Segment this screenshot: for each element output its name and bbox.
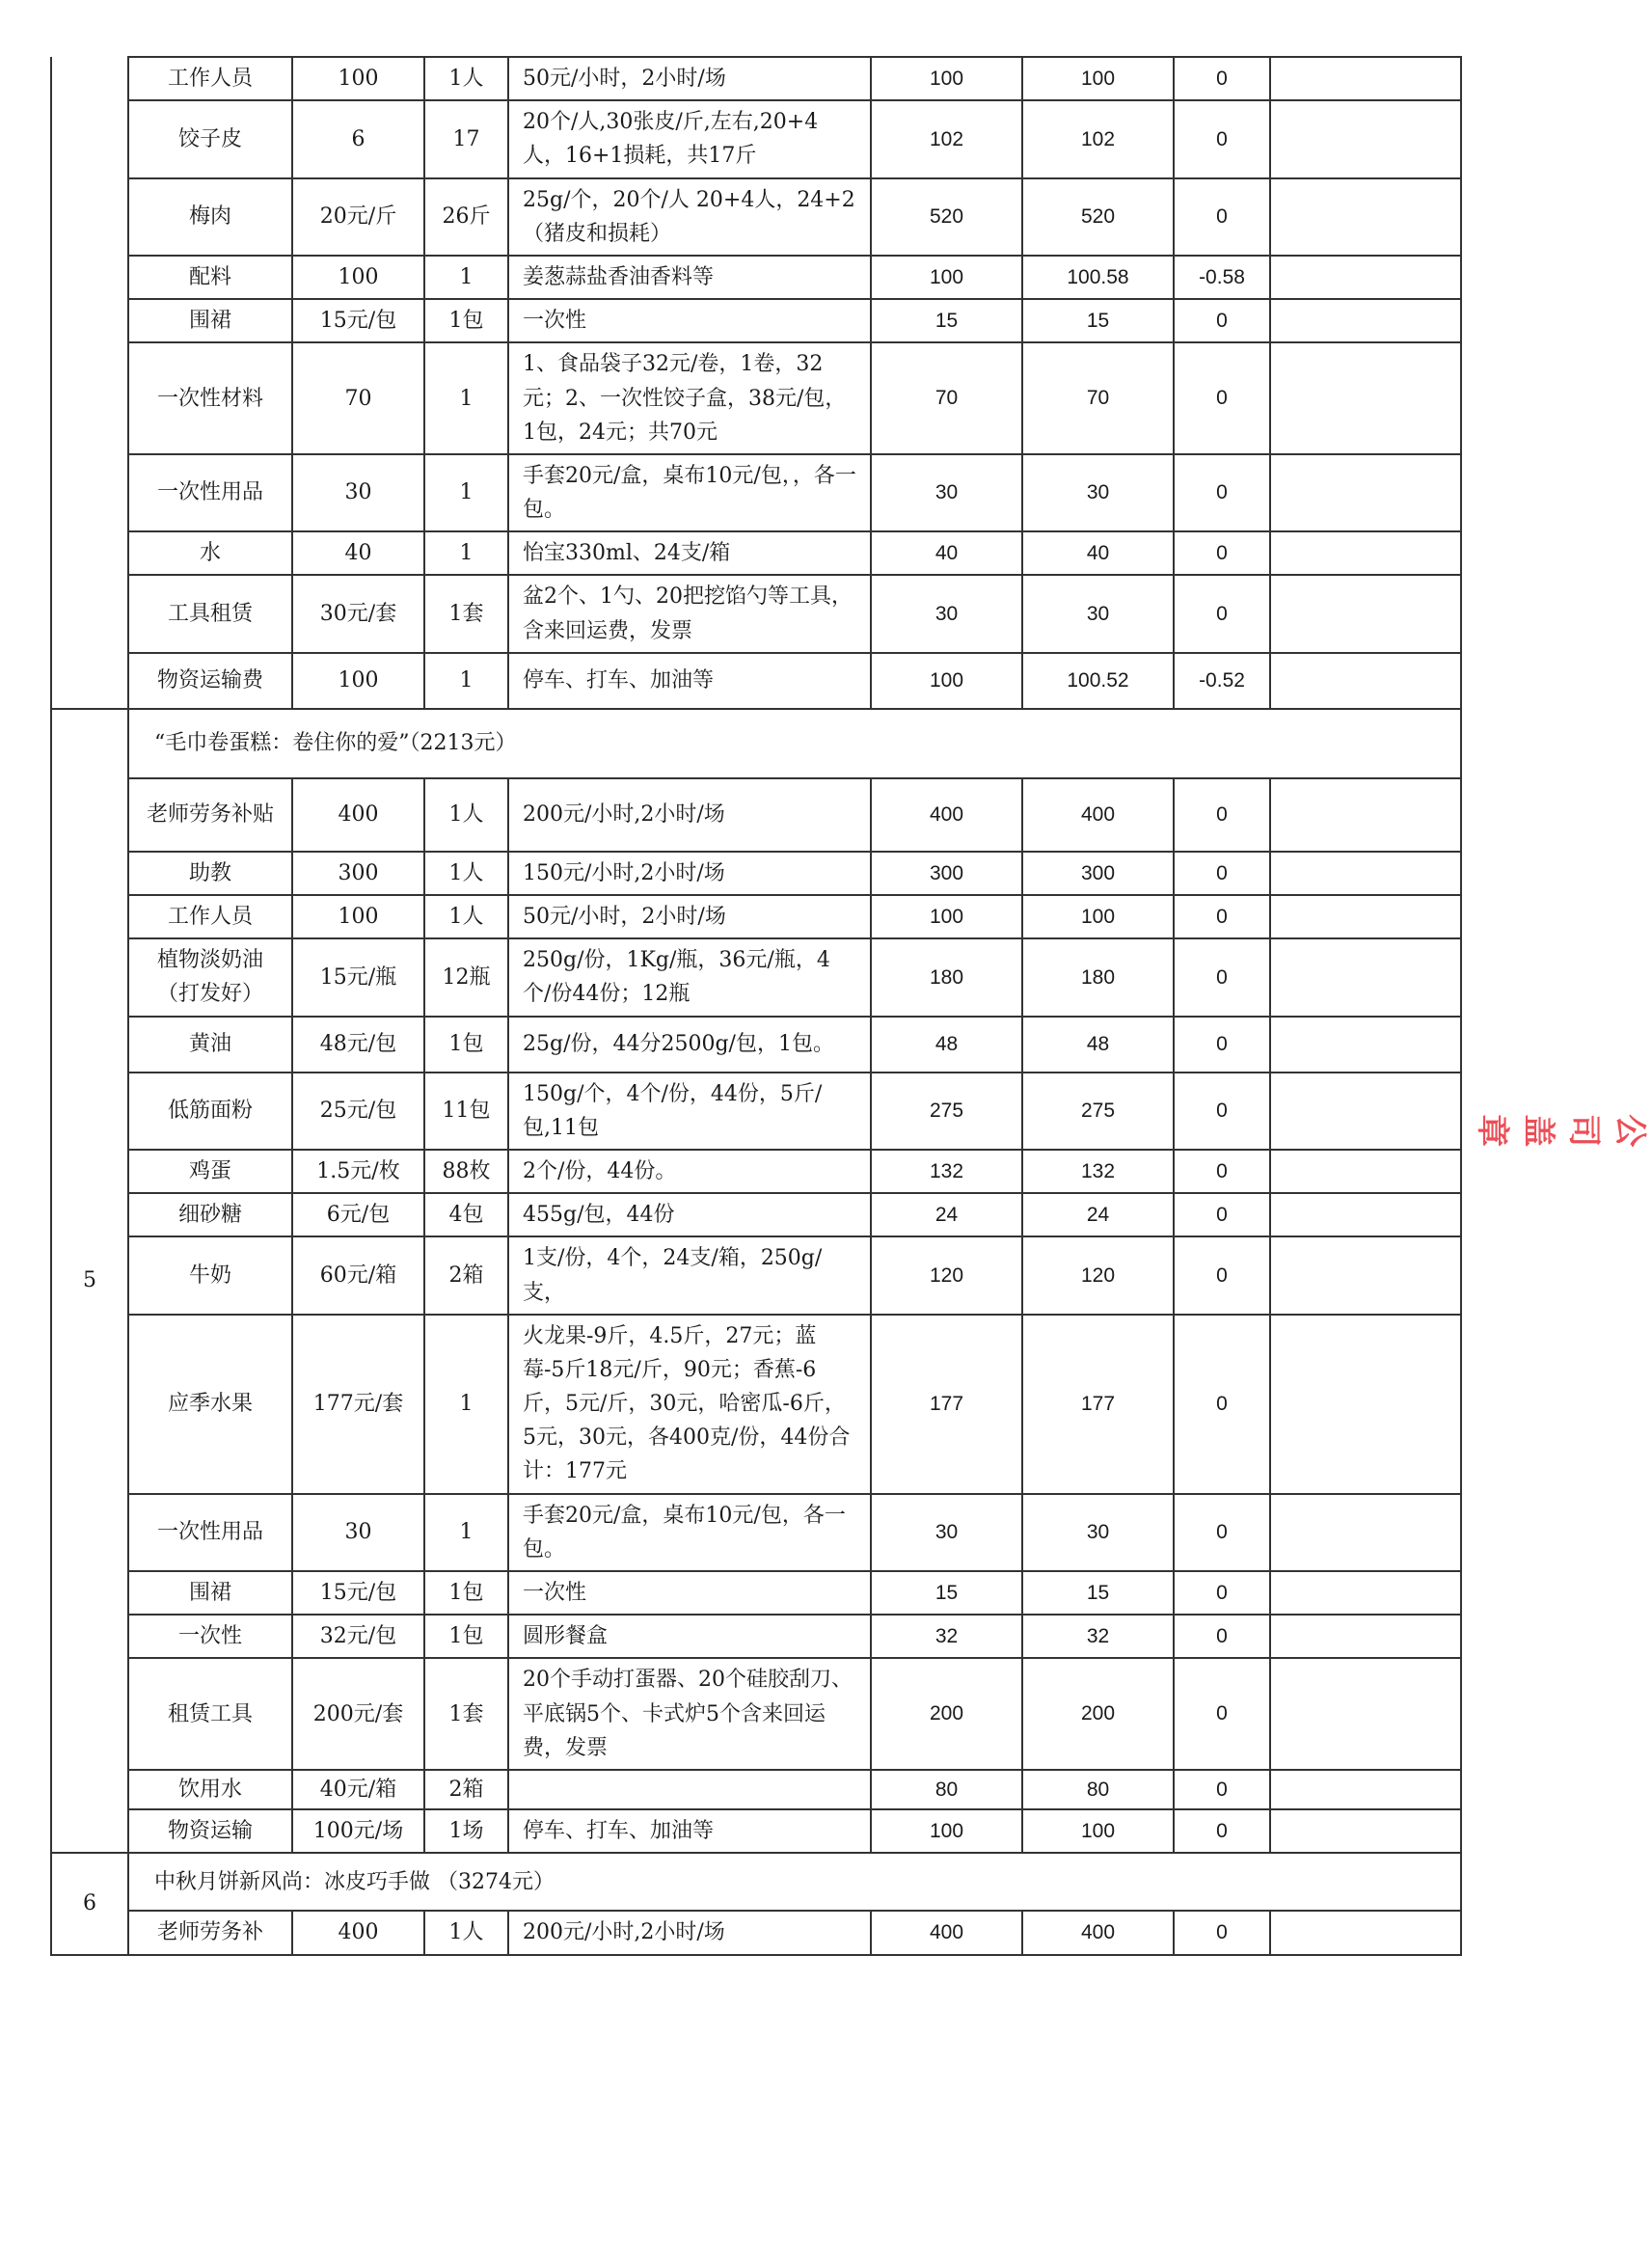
difference: 0 [1174,575,1270,652]
actual-amount: 15 [1022,1571,1174,1615]
budget-amount: 300 [871,852,1022,895]
remark [1270,852,1461,895]
table-row [51,1571,1461,1615]
unit-price: 6 [292,100,424,177]
remark [1270,1911,1461,1954]
table-row [51,895,1461,938]
difference: 0 [1174,1315,1270,1494]
unit-price: 100 [292,895,424,938]
quantity: 1 [424,531,508,575]
remark [1270,454,1461,531]
actual-amount: 120 [1022,1236,1174,1314]
item-name: 植物淡奶油（打发好） [128,938,292,1016]
unit-price: 15元/瓶 [292,938,424,1016]
remark [1270,1571,1461,1615]
unit-price: 100 [292,256,424,299]
description: 怡宝330ml、24支/箱 [508,531,871,575]
difference: 0 [1174,895,1270,938]
difference: -0.52 [1174,653,1270,709]
quantity: 1套 [424,1658,508,1770]
table-row [51,1150,1461,1193]
actual-amount: 80 [1022,1770,1174,1809]
quantity: 26斤 [424,178,508,256]
quantity: 2箱 [424,1236,508,1314]
actual-amount: 40 [1022,531,1174,575]
item-name: 一次性用品 [128,1494,292,1571]
actual-amount: 24 [1022,1193,1174,1236]
budget-amount: 70 [871,342,1022,454]
unit-price: 40元/箱 [292,1770,424,1809]
description: 1支/份，4个，24支/箱，250g/支， [508,1236,871,1314]
quantity: 88枚 [424,1150,508,1193]
table-row [51,1193,1461,1236]
description: 20个/人,30张皮/斤,左右,20+4人，16+1损耗，共17斤 [508,100,871,177]
unit-price: 40 [292,531,424,575]
table-row [51,1911,1461,1954]
remark [1270,1494,1461,1571]
table-row [51,1494,1461,1571]
difference: 0 [1174,178,1270,256]
budget-amount: 100 [871,256,1022,299]
table-row [51,299,1461,342]
item-name: 饮用水 [128,1770,292,1809]
unit-price: 30 [292,1494,424,1571]
quantity: 11包 [424,1073,508,1150]
description: 停车、打车、加油等 [508,1809,871,1853]
remark [1270,895,1461,938]
item-name: 饺子皮 [128,100,292,177]
quantity: 1人 [424,778,508,852]
actual-amount: 177 [1022,1315,1174,1494]
budget-amount: 100 [871,895,1022,938]
difference: 0 [1174,1809,1270,1853]
budget-table [50,56,1462,1956]
budget-amount: 520 [871,178,1022,256]
description: 手套20元/盒，桌布10元/包，各一包。 [508,1494,871,1571]
remark [1270,1150,1461,1193]
unit-price: 70 [292,342,424,454]
table-row [51,575,1461,652]
quantity: 1包 [424,299,508,342]
budget-amount: 200 [871,1658,1022,1770]
description: 200元/小时,2小时/场 [508,778,871,852]
table-row [51,342,1461,454]
remark [1270,575,1461,652]
unit-price: 48元/包 [292,1017,424,1073]
table-row [51,938,1461,1016]
table-row [51,852,1461,895]
difference: 0 [1174,778,1270,852]
table-row [51,1315,1461,1494]
unit-price: 1.5元/枚 [292,1150,424,1193]
description: 50元/小时，2小时/场 [508,57,871,100]
quantity: 1包 [424,1571,508,1615]
section-header-row [51,1853,1461,1911]
section-title: 中秋月饼新风尚：冰皮巧手做 （3274元） [128,1853,1461,1911]
actual-amount: 200 [1022,1658,1174,1770]
item-name: 细砂糖 [128,1193,292,1236]
item-name: 工具租赁 [128,575,292,652]
unit-price: 15元/包 [292,299,424,342]
difference: 0 [1174,852,1270,895]
table-row [51,1236,1461,1314]
unit-price: 25元/包 [292,1073,424,1150]
index-cell [51,57,128,709]
unit-price: 200元/套 [292,1658,424,1770]
item-name: 物资运输费 [128,653,292,709]
remark [1270,1658,1461,1770]
remark [1270,778,1461,852]
difference: 0 [1174,1073,1270,1150]
quantity: 1 [424,1315,508,1494]
actual-amount: 100 [1022,1809,1174,1853]
actual-amount: 400 [1022,1911,1174,1954]
unit-price: 30元/套 [292,575,424,652]
budget-amount: 100 [871,1809,1022,1853]
item-name: 工作人员 [128,895,292,938]
item-name: 围裙 [128,299,292,342]
description: 150g/个，4个/份，44份，5斤/包,11包 [508,1073,871,1150]
unit-price: 15元/包 [292,1571,424,1615]
difference: 0 [1174,1911,1270,1954]
actual-amount: 100 [1022,895,1174,938]
description: 盆2个、1勺、20把挖馅勺等工具，含来回运费，发票 [508,575,871,652]
budget-amount: 100 [871,653,1022,709]
table-row [51,1017,1461,1073]
unit-price: 300 [292,852,424,895]
table-row [51,1770,1461,1809]
item-name: 牛奶 [128,1236,292,1314]
item-name: 老师劳务补贴 [128,778,292,852]
description: 250g/份，1Kg/瓶，36元/瓶，4个/份44份；12瓶 [508,938,871,1016]
quantity: 1人 [424,895,508,938]
unit-price: 32元/包 [292,1615,424,1658]
section-title: “毛巾卷蛋糕：卷住你的爱”（2213元） [128,709,1461,778]
remark [1270,100,1461,177]
table-row [51,1615,1461,1658]
unit-price: 100 [292,57,424,100]
actual-amount: 48 [1022,1017,1174,1073]
quantity: 1人 [424,852,508,895]
difference: 0 [1174,1236,1270,1314]
actual-amount: 100.58 [1022,256,1174,299]
description: 1、食品袋子32元/卷，1卷，32元；2、一次性饺子盒，38元/包，1包，24元；共70元 [508,342,871,454]
quantity: 1人 [424,1911,508,1954]
table-row [51,178,1461,256]
remark [1270,531,1461,575]
actual-amount: 15 [1022,299,1174,342]
actual-amount: 400 [1022,778,1174,852]
actual-amount: 70 [1022,342,1174,454]
difference: 0 [1174,100,1270,177]
description: 25g/个，20个/人 20+4人，24+2（猪皮和损耗） [508,178,871,256]
budget-amount: 102 [871,100,1022,177]
table-row [51,531,1461,575]
unit-price: 177元/套 [292,1315,424,1494]
budget-table-body [51,57,1461,1955]
budget-amount: 100 [871,57,1022,100]
item-name: 水 [128,531,292,575]
quantity: 1包 [424,1017,508,1073]
item-name: 围裙 [128,1571,292,1615]
quantity: 1 [424,342,508,454]
budget-amount: 30 [871,575,1022,652]
description: 圆形餐盒 [508,1615,871,1658]
remark [1270,299,1461,342]
remark [1270,653,1461,709]
description: 25g/份，44分2500g/包，1包。 [508,1017,871,1073]
remark [1270,1236,1461,1314]
budget-amount: 120 [871,1236,1022,1314]
table-row [51,1658,1461,1770]
quantity: 1 [424,653,508,709]
actual-amount: 132 [1022,1150,1174,1193]
quantity: 1场 [424,1809,508,1853]
item-name: 一次性 [128,1615,292,1658]
company-seal: 公司盖章 [1473,1114,1650,1148]
unit-price: 6元/包 [292,1193,424,1236]
actual-amount: 275 [1022,1073,1174,1150]
budget-amount: 132 [871,1150,1022,1193]
section-index: 6 [51,1853,128,1954]
table-row [51,57,1461,100]
difference: 0 [1174,1017,1270,1073]
table-row [51,653,1461,709]
item-name: 一次性材料 [128,342,292,454]
difference: 0 [1174,1494,1270,1571]
remark [1270,1315,1461,1494]
actual-amount: 520 [1022,178,1174,256]
quantity: 1包 [424,1615,508,1658]
table-row [51,1809,1461,1853]
difference: 0 [1174,57,1270,100]
difference: 0 [1174,1150,1270,1193]
quantity: 1套 [424,575,508,652]
description: 2个/份，44份。 [508,1150,871,1193]
quantity: 1 [424,1494,508,1571]
table-row [51,100,1461,177]
item-name: 助教 [128,852,292,895]
difference: 0 [1174,938,1270,1016]
quantity: 1人 [424,57,508,100]
remark [1270,57,1461,100]
item-name: 物资运输 [128,1809,292,1853]
difference: 0 [1174,1658,1270,1770]
budget-amount: 30 [871,454,1022,531]
actual-amount: 32 [1022,1615,1174,1658]
actual-amount: 30 [1022,454,1174,531]
quantity: 4包 [424,1193,508,1236]
description: 455g/包，44份 [508,1193,871,1236]
item-name: 工作人员 [128,57,292,100]
budget-amount: 24 [871,1193,1022,1236]
difference: 0 [1174,1615,1270,1658]
description: 火龙果-9斤，4.5斤，27元；蓝莓-5斤18元/斤，90元；香蕉-6斤，5元/斤，30元，哈密瓜-6斤，5元，30元，各400克/份，44份合计：177元 [508,1315,871,1494]
budget-amount: 32 [871,1615,1022,1658]
description: 一次性 [508,1571,871,1615]
quantity: 1 [424,256,508,299]
budget-amount: 400 [871,1911,1022,1954]
actual-amount: 100.52 [1022,653,1174,709]
budget-amount: 15 [871,299,1022,342]
table-row [51,454,1461,531]
remark [1270,1073,1461,1150]
unit-price: 60元/箱 [292,1236,424,1314]
remark [1270,1809,1461,1853]
budget-amount: 180 [871,938,1022,1016]
item-name: 鸡蛋 [128,1150,292,1193]
item-name: 应季水果 [128,1315,292,1494]
description: 停车、打车、加油等 [508,653,871,709]
actual-amount: 30 [1022,575,1174,652]
remark [1270,1770,1461,1809]
quantity: 1 [424,454,508,531]
item-name: 低筋面粉 [128,1073,292,1150]
remark [1270,342,1461,454]
unit-price: 100元/场 [292,1809,424,1853]
section-header-row [51,709,1461,778]
remark [1270,1615,1461,1658]
description: 一次性 [508,299,871,342]
budget-amount: 80 [871,1770,1022,1809]
budget-amount: 177 [871,1315,1022,1494]
quantity: 12瓶 [424,938,508,1016]
remark [1270,938,1461,1016]
actual-amount: 100 [1022,57,1174,100]
budget-amount: 48 [871,1017,1022,1073]
remark [1270,1017,1461,1073]
difference: 0 [1174,1770,1270,1809]
description: 20个手动打蛋器、20个硅胶刮刀、平底锅5个、卡式炉5个含来回运费，发票 [508,1658,871,1770]
quantity: 2箱 [424,1770,508,1809]
table-row [51,1073,1461,1150]
table-row [51,778,1461,852]
difference: 0 [1174,1571,1270,1615]
difference: 0 [1174,342,1270,454]
unit-price: 20元/斤 [292,178,424,256]
item-name: 配料 [128,256,292,299]
description: 手套20元/盒，桌布10元/包，，各一包。 [508,454,871,531]
description: 150元/小时,2小时/场 [508,852,871,895]
actual-amount: 102 [1022,100,1174,177]
actual-amount: 30 [1022,1494,1174,1571]
budget-amount: 40 [871,531,1022,575]
description [508,1770,871,1809]
unit-price: 30 [292,454,424,531]
difference: 0 [1174,454,1270,531]
quantity: 17 [424,100,508,177]
difference: -0.58 [1174,256,1270,299]
table-row [51,256,1461,299]
unit-price: 400 [292,1911,424,1954]
unit-price: 400 [292,778,424,852]
description: 姜葱蒜盐香油香料等 [508,256,871,299]
item-name: 租赁工具 [128,1658,292,1770]
item-name: 老师劳务补 [128,1911,292,1954]
section-index: 5 [51,709,128,1854]
remark [1270,1193,1461,1236]
budget-amount: 275 [871,1073,1022,1150]
description: 50元/小时，2小时/场 [508,895,871,938]
unit-price: 100 [292,653,424,709]
difference: 0 [1174,299,1270,342]
budget-amount: 30 [871,1494,1022,1571]
actual-amount: 300 [1022,852,1174,895]
description: 200元/小时,2小时/场 [508,1911,871,1954]
item-name: 梅肉 [128,178,292,256]
item-name: 黄油 [128,1017,292,1073]
item-name: 一次性用品 [128,454,292,531]
difference: 0 [1174,531,1270,575]
budget-amount: 400 [871,778,1022,852]
difference: 0 [1174,1193,1270,1236]
remark [1270,178,1461,256]
remark [1270,256,1461,299]
actual-amount: 180 [1022,938,1174,1016]
budget-amount: 15 [871,1571,1022,1615]
